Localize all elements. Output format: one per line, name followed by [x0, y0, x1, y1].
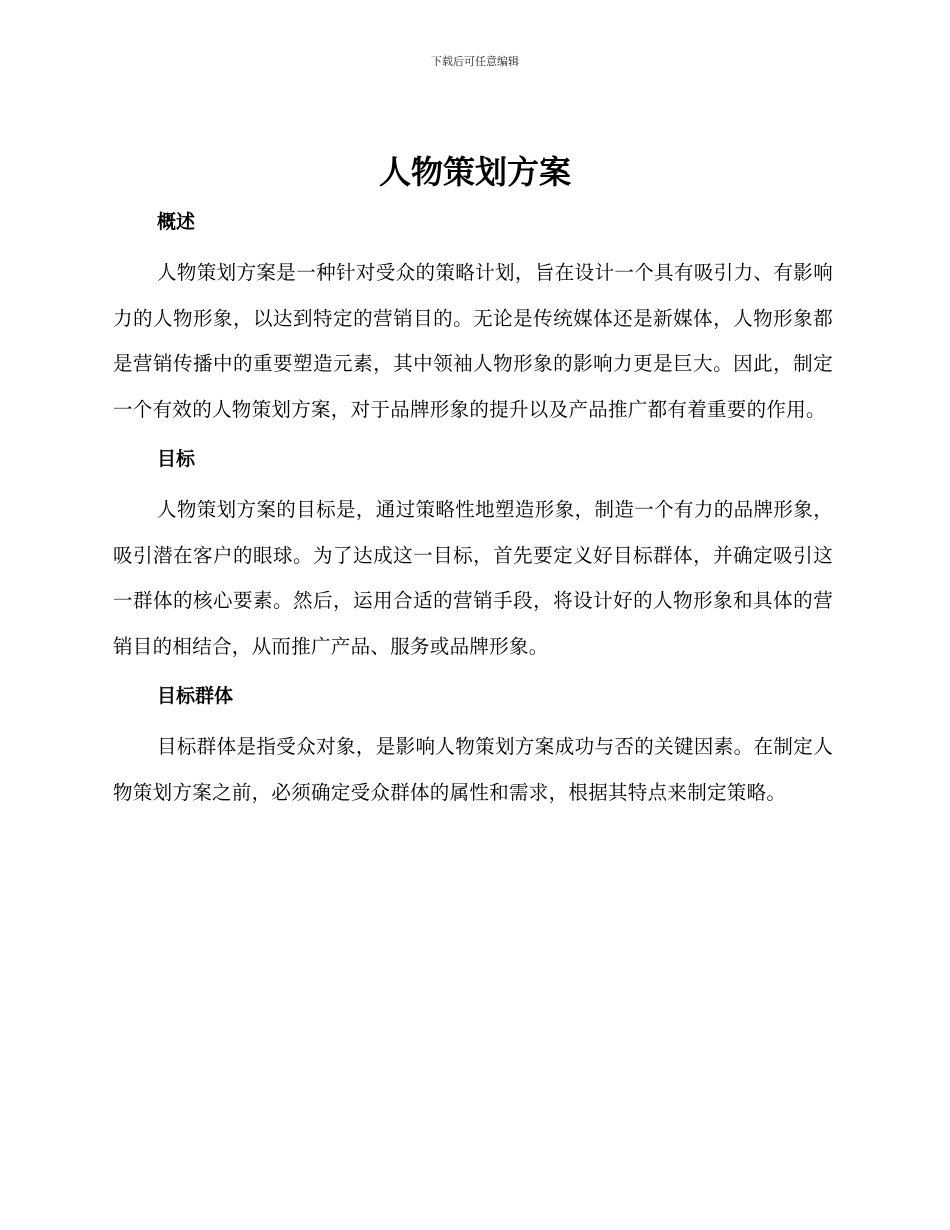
section-heading-target-audience: 目标群体: [157, 685, 234, 707]
section-heading-overview: 概述: [157, 211, 196, 233]
section-paragraph-goal: 人物策划方案的目标是，通过策略性地塑造形象，制造一个有力的品牌形象，吸引潜在客户的眼球。为了达成这一目标，首先要定义好目标群体，并确定吸引这一群体的核心要素。然后，运用合适的营销手段，将设计好的人物形象和具体的营销目的相结合，从而推广产品、服务或品牌形象。: [113, 498, 833, 658]
document-title: 人物策划方案: [378, 153, 571, 191]
section-paragraph-overview: 人物策划方案是一种针对受众的策略计划，旨在设计一个具有吸引力、有影响力的人物形象，以达到特定的营销目的。无论是传统媒体还是新媒体，人物形象都是营销传播中的重要塑造元素，其中领袖人物形象的影响力更是巨大。因此，制定一个有效的人物策划方案，对于品牌形象的提升以及产品推广都有着重要的作用。: [113, 261, 833, 421]
section-target-audience: [113, 677, 833, 815]
header-note: 下载后可任意编辑: [431, 55, 519, 68]
section-goal: [113, 440, 833, 669]
section-paragraph-target-audience: 目标群体是指受众对象，是影响人物策划方案成功与否的关键因素。在制定人物策划方案之前，必须确定受众群体的属性和需求，根据其特点来制定策略。: [113, 735, 833, 804]
section-overview: [113, 203, 833, 432]
document-body: [113, 203, 833, 823]
section-heading-goal: 目标: [157, 448, 196, 470]
